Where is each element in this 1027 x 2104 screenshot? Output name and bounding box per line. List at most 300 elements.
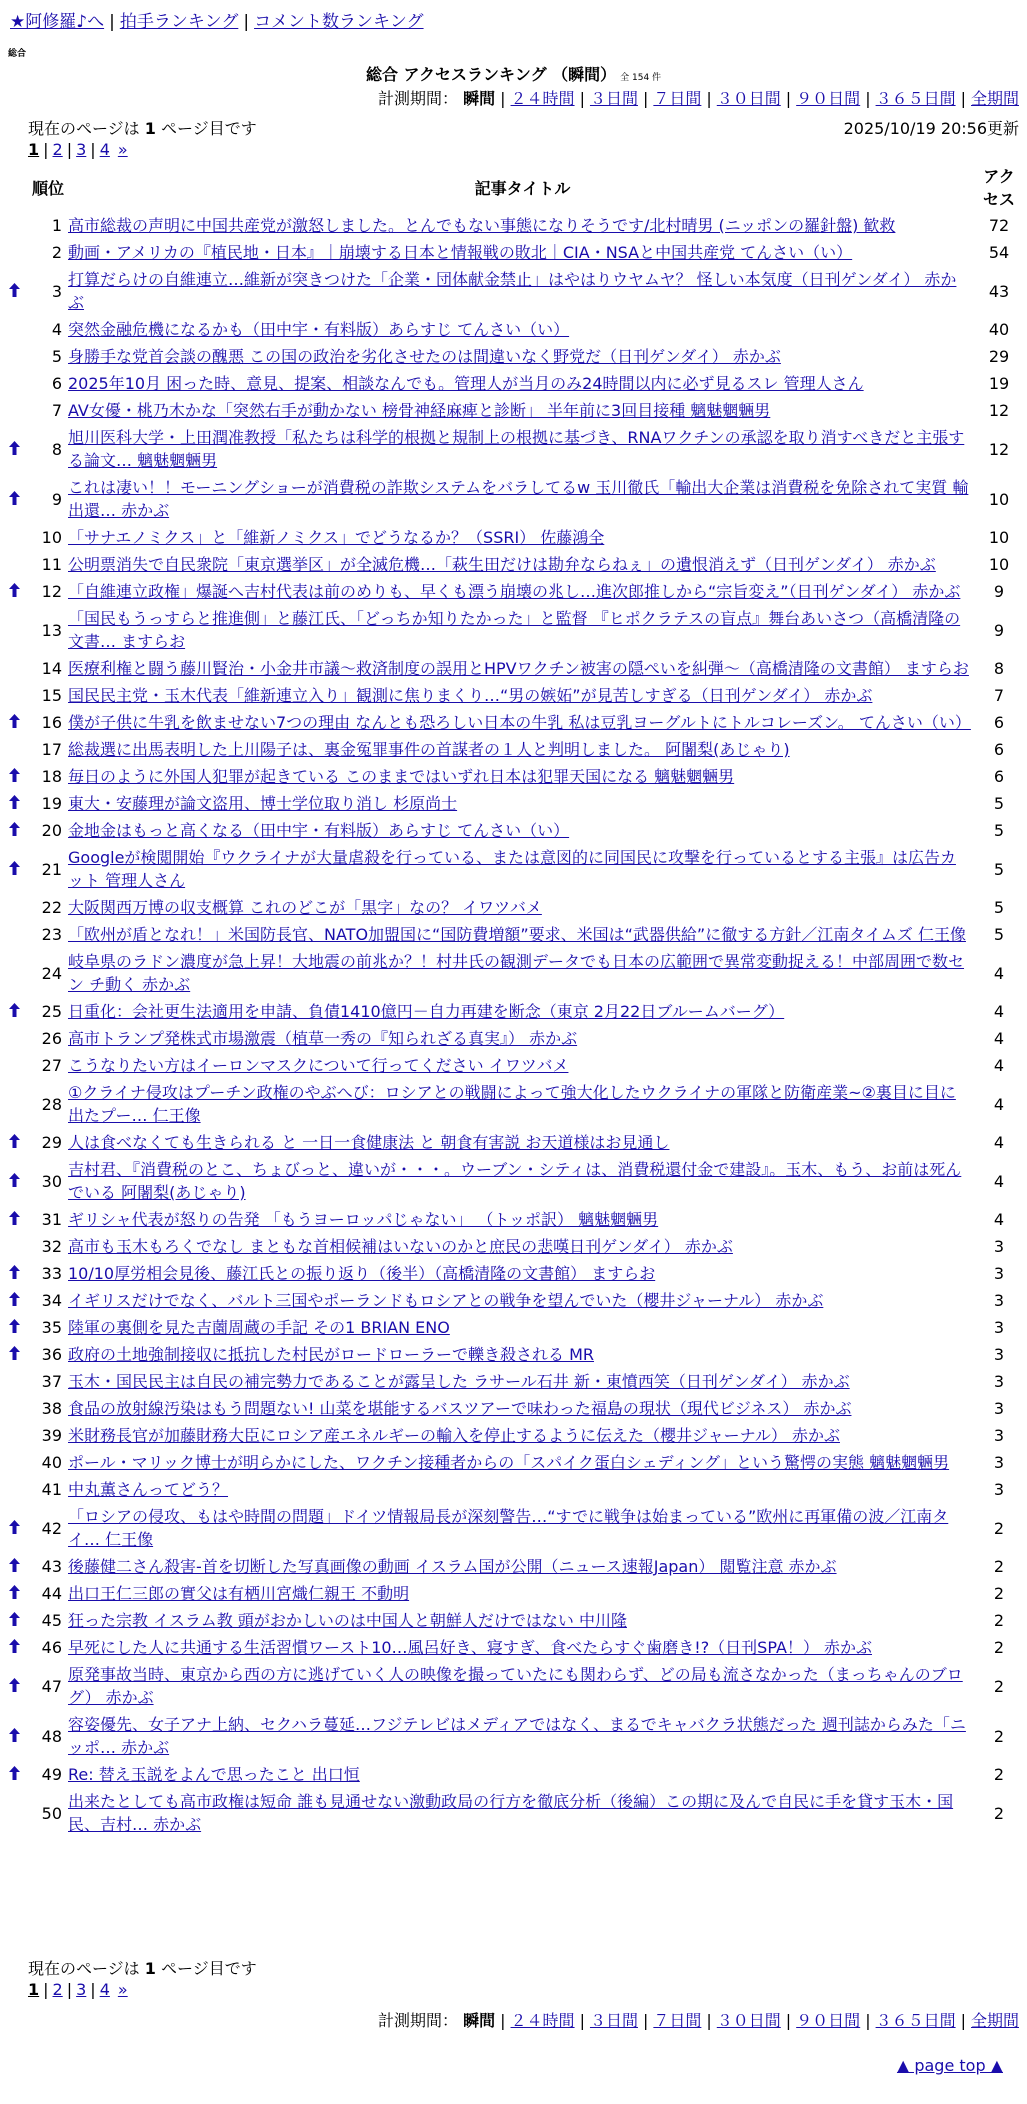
rank-change-cell — [8, 397, 24, 424]
ranking-table — [8, 164, 1019, 1838]
rank-change-cell — [8, 1025, 24, 1052]
period-label: 計測期間： — [378, 89, 459, 108]
rank-number: 16 — [41, 713, 62, 732]
access-count: 2 — [993, 1518, 1005, 1538]
access-count: 5 — [993, 794, 1005, 813]
table-row — [8, 709, 1019, 736]
article-title-cell — [66, 370, 979, 397]
rank-number: 44 — [41, 1584, 62, 1603]
rank-change-cell — [8, 709, 24, 736]
rank-change-cell — [8, 655, 24, 682]
article-title-cell — [66, 424, 979, 474]
category-label: 総合 — [8, 49, 27, 59]
access-count: 10 — [988, 528, 1010, 547]
article-title-link[interactable]: 公明票消失で自民衆院「東京選挙区」が全滅危機…「萩生田だけは勘弁ならねぇ」の遺恨消えず（日刊ゲンダイ） 赤かぶ — [68, 555, 936, 574]
article-title-link[interactable]: 高市も玉木もろくでなし まともな首相候補はいないのかと庶民の悲嘆日刊ゲンダイ） 赤かぶ — [68, 1237, 733, 1256]
rank-up-arrow-icon — [8, 1728, 21, 1742]
rank-number: 27 — [41, 1056, 62, 1075]
pager-page-4[interactable]: 4 — [99, 1980, 110, 1999]
rank-change-cell — [8, 894, 24, 921]
rank-number: 20 — [41, 821, 62, 840]
article-title-link[interactable]: 「ロシアの侵攻、もはや時間の問題」ドイツ情報局長が深刻警告…“すでに戦争は始まっている”欧州に再軍備の波／江南タイ… 仁王像 — [68, 1507, 949, 1549]
access-count: 3 — [993, 1237, 1005, 1256]
article-title-cell — [66, 1761, 979, 1788]
ranking-heading — [0, 62, 1027, 85]
rank-up-arrow-icon — [8, 1766, 21, 1780]
table-row — [8, 1052, 1019, 1079]
access-count: 2 — [993, 1803, 1005, 1823]
article-title-cell — [66, 239, 979, 266]
article-title-link[interactable]: 吉村君、『消費税のとこ、ちょびっと、違いが・・・。ウーブン・シティは、消費税還付金で建設』。玉木、もう、お前は死んでいる 阿闍梨(あじゃり) — [68, 1160, 962, 1202]
page-info-suffix: ページ目です — [161, 1959, 257, 1978]
page-top-link[interactable]: ▲ page top ▲ — [896, 2056, 1003, 2075]
rank-change-cell — [8, 1761, 24, 1788]
article-title-cell — [66, 1449, 979, 1476]
pager-next[interactable]: » — [117, 140, 128, 159]
article-title-cell — [66, 1260, 979, 1287]
rank-change-cell — [8, 316, 24, 343]
period-link-7d[interactable]: ７日間 — [653, 2011, 702, 2030]
rank-change-cell — [8, 1314, 24, 1341]
rank-number: 32 — [41, 1237, 62, 1256]
access-count: 6 — [993, 713, 1005, 732]
article-title-cell — [66, 790, 979, 817]
rank-change-cell — [8, 343, 24, 370]
rank-up-arrow-icon — [8, 583, 21, 597]
article-title-link[interactable]: 高市トランプ発株式市場激震（植草一秀の『知られざる真実』） 赤かぶ — [68, 1029, 578, 1048]
access-count: 3 — [993, 1345, 1005, 1364]
table-row — [8, 682, 1019, 709]
article-title-link[interactable]: イギリスだけでなく、バルト三国やポーランドもロシアとの戦争を望んでいた（櫻井ジャーナル） 赤かぶ — [68, 1291, 824, 1310]
access-count: 2 — [993, 1676, 1005, 1696]
access-count: 8 — [993, 659, 1005, 678]
table-row — [8, 266, 1019, 316]
rank-change-cell — [8, 1476, 24, 1503]
nav-separator: | — [109, 12, 115, 32]
top-nav — [10, 10, 424, 34]
table-row — [8, 1422, 1019, 1449]
rank-change-cell — [8, 790, 24, 817]
table-row — [8, 790, 1019, 817]
table-row — [8, 605, 1019, 655]
article-title-link[interactable]: 毎日のように外国人犯罪が起きている このままではいずれ日本は犯罪天国になる 魑魅魍魎男 — [68, 767, 735, 786]
article-title-link[interactable]: 僕が子供に牛乳を飲ませない7つの理由 なんとも恐ろしい日本の牛乳 私は豆乳ヨーグルトにトルコレーズン。 てんさい（い） — [68, 713, 971, 732]
rank-up-arrow-icon — [8, 1265, 21, 1279]
rank-number: 47 — [41, 1676, 62, 1696]
total-count: 全 154 件 — [620, 73, 662, 83]
rank-number: 3 — [51, 281, 62, 301]
period-link-all[interactable]: 全期間 — [970, 89, 1019, 108]
clap-ranking-link[interactable]: 拍手ランキング — [119, 12, 239, 32]
table-row — [8, 212, 1019, 239]
article-title-link[interactable]: 米財務長官が加藤財務大臣にロシア産エネルギーの輸入を停止するように伝えた（櫻井ジャーナル） 赤かぶ — [68, 1426, 840, 1445]
article-title-link[interactable]: 後藤健二さん殺害-首を切断した写真画像の動画 イスラム国が公開（ニュース速報Japan） 閲覧注意 赤かぶ — [68, 1557, 837, 1576]
article-title-cell — [66, 1206, 979, 1233]
rank-up-arrow-icon — [8, 714, 21, 728]
rank-number: 6 — [51, 374, 62, 393]
home-link[interactable]: ★阿修羅♪へ — [10, 12, 105, 32]
table-row — [8, 1079, 1019, 1129]
rank-up-arrow-icon — [8, 1520, 21, 1534]
rank-change-cell — [8, 1368, 24, 1395]
article-title-cell — [66, 1287, 979, 1314]
article-title-cell — [66, 1233, 979, 1260]
rank-up-arrow-icon — [8, 1678, 21, 1692]
table-row — [8, 524, 1019, 551]
rank-change-cell — [8, 474, 24, 524]
article-title-link[interactable]: ギリシャ代表が怒りの告発 「もうヨーロッパじゃない」 （トッポ訳） 魑魅魍魎男 — [68, 1210, 659, 1229]
rank-change-cell — [8, 1661, 24, 1711]
article-title-link[interactable]: 東大・安藤理が論文盗用、博士学位取り消し 杉原尚士 — [68, 794, 458, 813]
article-title-link[interactable]: 「自維連立政権」爆誕へ吉村代表は前のめりも、早くも漂う崩壊の兆し…進次郎推しから“宗旨変え”（日刊ゲンダイ） 赤かぶ — [68, 582, 961, 601]
rank-up-arrow-icon — [8, 283, 21, 297]
rank-change-cell — [8, 424, 24, 474]
article-title-cell — [66, 1661, 979, 1711]
article-title-link[interactable]: 容姿優先、女子アナ上納、セクハラ蔓延…フジテレビはメディアではなく、まるでキャバクラ状態だった 週刊誌からみた「ニッポ… 赤かぶ — [68, 1715, 966, 1757]
rank-number: 12 — [41, 582, 62, 601]
table-row — [8, 1233, 1019, 1260]
rank-number: 31 — [41, 1210, 62, 1229]
rank-up-arrow-icon — [8, 1319, 21, 1333]
rank-up-arrow-icon — [8, 1612, 21, 1626]
article-title-link[interactable]: 「欧州が盾となれ！」米国防長官、NATO加盟国に“国防費増額”要求、米国は“武器供給”に徹する方針／江南タイムズ 仁王像 — [68, 925, 966, 944]
period-link-7d[interactable]: ７日間 — [653, 89, 702, 108]
article-title-cell — [66, 316, 979, 343]
table-row — [8, 1607, 1019, 1634]
rank-change-cell — [8, 1788, 24, 1838]
access-count: 3 — [993, 1264, 1005, 1283]
period-link-365d[interactable]: ３６５日間 — [875, 89, 956, 108]
access-count: 4 — [993, 1133, 1005, 1152]
rank-number: 15 — [41, 686, 62, 705]
rank-change-cell — [8, 1129, 24, 1156]
article-title-link[interactable]: 総裁選に出馬表明した上川陽子は、裏金冤罪事件の首謀者の１人と判明しました。 阿闍梨(あじゃり) — [68, 740, 790, 759]
article-title-cell — [66, 1503, 979, 1553]
access-count: 3 — [993, 1426, 1005, 1445]
article-title-cell — [66, 948, 979, 998]
rank-number: 11 — [41, 555, 62, 574]
rank-up-arrow-icon — [8, 795, 21, 809]
table-row — [8, 1314, 1019, 1341]
rank-up-arrow-icon — [8, 1558, 21, 1572]
article-title-cell — [66, 682, 979, 709]
table-row — [8, 1476, 1019, 1503]
header-title: 記事タイトル — [474, 178, 571, 198]
rank-change-cell — [8, 1553, 24, 1580]
table-row — [8, 763, 1019, 790]
table-row — [8, 578, 1019, 605]
rank-change-cell — [8, 524, 24, 551]
article-title-cell — [66, 1129, 979, 1156]
access-count: 4 — [993, 1094, 1005, 1114]
article-title-cell — [66, 655, 979, 682]
rank-number: 21 — [41, 859, 62, 879]
article-title-link[interactable]: 出口王仁三郎の實父は有栖川宮熾仁親王 不動明 — [68, 1584, 410, 1603]
article-title-link[interactable]: 10/10厚労相会見後、藤江氏との振り返り（後半）（高橋清隆の文書館） ますらお — [68, 1264, 656, 1283]
article-title-link[interactable]: 金地金はもっと高くなる（田中宇・有料版）あらすじ てんさい（い） — [68, 821, 570, 840]
article-title-cell — [66, 605, 979, 655]
pager-page-3[interactable]: 3 — [76, 140, 87, 159]
rank-up-arrow-icon — [8, 1173, 21, 1187]
table-row — [8, 1761, 1019, 1788]
article-title-link[interactable]: 狂った宗教 イスラム教 頭がおかしいのは中国人と朝鮮人だけではない 中川隆 — [68, 1611, 627, 1630]
pager-next[interactable]: » — [117, 1980, 128, 1999]
rank-change-cell — [8, 682, 24, 709]
table-row — [8, 998, 1019, 1025]
rank-up-arrow-icon — [8, 861, 21, 875]
article-title-cell — [66, 578, 979, 605]
article-title-link[interactable]: 「サナエノミクス」と「維新ノミクス」でどうなるか？（SSRI） 佐藤鴻全 — [68, 528, 605, 547]
access-count: 9 — [993, 582, 1005, 601]
table-row — [8, 1025, 1019, 1052]
access-count: 4 — [993, 1210, 1005, 1229]
rank-number: 26 — [41, 1029, 62, 1048]
article-title-link[interactable]: 高市総裁の声明に中国共産党が激怒しました。とんでもない事態になりそうです/北村晴男 (ニッポンの羅針盤) 歓救 — [68, 216, 896, 235]
table-row — [8, 474, 1019, 524]
article-title-cell — [66, 1607, 979, 1634]
access-count: 72 — [988, 216, 1010, 235]
article-title-cell — [66, 212, 979, 239]
table-row — [8, 1503, 1019, 1553]
article-title-cell — [66, 709, 979, 736]
access-count: 4 — [993, 963, 1005, 983]
period-link-365d[interactable]: ３６５日間 — [875, 2011, 956, 2030]
article-title-link[interactable]: 中丸薫さんってどう？ — [68, 1480, 229, 1499]
article-title-link[interactable]: ポール・マリック博士が明らかにした、ワクチン接種者からの「スパイク蛋白シェディング」という驚愕の実態 魑魅魍魎男 — [68, 1453, 950, 1472]
table-row — [8, 1634, 1019, 1661]
rank-number: 39 — [41, 1426, 62, 1445]
article-title-cell — [66, 1476, 979, 1503]
rank-change-cell — [8, 763, 24, 790]
page-info-prefix: 現在のページは — [28, 1959, 140, 1978]
rank-number: 37 — [41, 1372, 62, 1391]
access-count: 2 — [993, 1557, 1005, 1576]
page-info-bottom — [28, 1956, 257, 1979]
pager-current: 1 — [28, 140, 40, 159]
period-link-30d[interactable]: ３０日間 — [716, 89, 781, 108]
article-title-link[interactable]: 打算だらけの自維連立…維新が突きつけた「企業・団体献金禁止」はやはりウヤムヤ？ 怪しい本気度（日刊ゲンダイ） 赤かぶ — [68, 270, 957, 312]
rank-number: 7 — [51, 401, 62, 420]
access-count: 7 — [993, 686, 1005, 705]
rank-change-cell — [8, 1233, 24, 1260]
pager-page-4[interactable]: 4 — [99, 140, 110, 159]
article-title-cell — [66, 397, 979, 424]
article-title-link[interactable]: Re: 替え玉説をよんで思ったこと 出口恒 — [68, 1765, 360, 1784]
access-count: 3 — [993, 1372, 1005, 1391]
rank-number: 10 — [41, 528, 62, 547]
pager-page-3[interactable]: 3 — [76, 1980, 87, 1999]
header-rank: 順位 — [31, 178, 64, 198]
table-row — [8, 736, 1019, 763]
rank-up-arrow-icon — [8, 822, 21, 836]
rank-up-arrow-icon — [8, 1639, 21, 1653]
article-title-link[interactable]: AV女優・桃乃木かな「突然右手が動かない 榜骨神経麻痺と診断」 半年前に3回目接種 魑魅魍魎男 — [68, 401, 771, 420]
article-title-link[interactable]: 国民民主党・玉木代表「維新連立入り」観測に焦りまくり…“男の嫉妬”が見苦しすぎる（日刊ゲンダイ） 赤かぶ — [68, 686, 873, 705]
access-count: 10 — [988, 489, 1010, 509]
article-title-link[interactable]: 日重化：会社更生法適用を申請、負債1410億円－自力再建を断念（東京 2月22日ブルームバーグ） — [68, 1002, 785, 1021]
period-link-3d[interactable]: ３日間 — [589, 2011, 638, 2030]
period-link-all[interactable]: 全期間 — [970, 2011, 1019, 2030]
period-link-90d[interactable]: ９０日間 — [796, 2011, 861, 2030]
article-title-cell — [66, 894, 979, 921]
rank-change-cell — [8, 817, 24, 844]
article-title-cell — [66, 1341, 979, 1368]
period-link-24h[interactable]: ２４時間 — [510, 2011, 575, 2030]
rank-change-cell — [8, 1206, 24, 1233]
article-title-link[interactable]: 突然金融危機になるかも（田中宇・有料版）あらすじ てんさい（い） — [68, 320, 570, 339]
access-count: 4 — [993, 1029, 1005, 1048]
rank-number: 29 — [41, 1133, 62, 1152]
table-row — [8, 1711, 1019, 1761]
access-count: 3 — [993, 1399, 1005, 1418]
article-title-link[interactable]: 玉木・国民民主は自民の補完勢力であることが露呈した ラサール石井 新・東憤西笑（日刊ゲンダイ） 赤かぶ — [68, 1372, 850, 1391]
ranking-body — [8, 212, 1019, 1838]
rank-number: 23 — [41, 925, 62, 944]
article-title-cell — [66, 1079, 979, 1129]
article-title-cell — [66, 1156, 979, 1206]
period-link-24h[interactable]: ２４時間 — [510, 89, 575, 108]
article-title-link[interactable]: 大阪関西万博の収支概算 これのどこが「黒字」なの？ イワツバメ — [68, 898, 542, 917]
access-count: 2 — [993, 1638, 1005, 1657]
ranking-title: 総合 アクセスランキング （瞬間） — [365, 65, 617, 84]
access-count: 5 — [993, 859, 1005, 879]
table-row — [8, 921, 1019, 948]
access-count: 43 — [988, 281, 1010, 301]
rank-change-cell — [8, 1503, 24, 1553]
access-count: 3 — [993, 1453, 1005, 1472]
table-row — [8, 894, 1019, 921]
period-bar-bottom: 計測期間： 瞬間 | ２４時間 | ３日間 | ７日間 | ３０日間 | ９０日間 | ３６５日間 | 全期間 — [378, 2011, 1019, 2030]
article-title-link[interactable]: 出来たとしても高市政権は短命 誰も見通せない激動政局の行方を徹底分析（後編）この期に及んで自民に手を貸す玉木・国民、吉村… 赤かぶ — [68, 1792, 954, 1834]
rank-number: 19 — [41, 794, 62, 813]
article-title-cell — [66, 1711, 979, 1761]
rank-change-cell — [8, 1260, 24, 1287]
rank-number: 45 — [41, 1611, 62, 1630]
article-title-link[interactable]: 政府の土地強制接収に抵抗した村民がロードローラーで轢き殺される MR — [68, 1345, 595, 1364]
access-count: 6 — [993, 740, 1005, 759]
rank-up-arrow-icon — [8, 491, 21, 505]
rank-number: 42 — [41, 1518, 62, 1538]
table-row — [8, 1287, 1019, 1314]
table-row — [8, 1129, 1019, 1156]
updated-timestamp: 2025/10/19 20:56更新 — [843, 119, 1019, 138]
rank-up-arrow-icon — [8, 1003, 21, 1017]
rank-change-cell — [8, 844, 24, 894]
pager-page-2[interactable]: 2 — [52, 1980, 63, 1999]
rank-number: 14 — [41, 659, 62, 678]
rank-number: 41 — [41, 1480, 62, 1499]
table-row — [8, 1206, 1019, 1233]
rank-number: 9 — [51, 489, 62, 509]
access-count: 5 — [993, 925, 1005, 944]
article-title-link[interactable]: これは凄い！！モーニングショーが消費税の詐欺システムをバラしてるw 玉川徹氏「輸出大企業は消費税を免除されて実質 輸出還… 赤かぶ — [68, 478, 969, 520]
article-title-link[interactable]: Googleが検閲開始『ウクライナが大量虐殺を行っている、または意図的に同国民に攻撃を行っているとする主張』は広告カット 管理人さん — [68, 848, 956, 890]
access-count: 4 — [993, 1171, 1005, 1191]
rank-number: 50 — [41, 1803, 62, 1823]
access-count: 2 — [993, 1726, 1005, 1746]
table-row — [8, 948, 1019, 998]
rank-up-arrow-icon — [8, 1134, 21, 1148]
rank-change-cell — [8, 1634, 24, 1661]
period-link-30d[interactable]: ３０日間 — [716, 2011, 781, 2030]
rank-change-cell — [8, 921, 24, 948]
article-title-link[interactable]: 身勝手な党首会談の醜悪 この国の政治を劣化させたのは間違いなく野党だ（日刊ゲンダイ） 赤かぶ — [68, 347, 781, 366]
rank-number: 2 — [51, 243, 62, 262]
access-count: 4 — [993, 1056, 1005, 1075]
article-title-link[interactable]: こうなりたい方はイーロンマスクについて行ってください イワツバメ — [68, 1056, 569, 1075]
article-title-link[interactable]: 2025年10月 困った時、意見、提案、相談なんでも。管理人が当月のみ24時間以内に必ず見るスレ 管理人さん — [68, 374, 864, 393]
article-title-link[interactable]: 人は食べなくても生きられる と 一日一食健康法 と 朝食有害説 お天道様はお見通し — [68, 1133, 670, 1152]
rank-change-cell — [8, 1711, 24, 1761]
access-count: 3 — [993, 1291, 1005, 1310]
pager-page-2[interactable]: 2 — [52, 140, 63, 159]
article-title-cell — [66, 844, 979, 894]
rank-number: 43 — [41, 1557, 62, 1576]
article-title-cell — [66, 1580, 979, 1607]
rank-change-cell — [8, 551, 24, 578]
access-count: 5 — [993, 898, 1005, 917]
rank-number: 46 — [41, 1638, 62, 1657]
article-title-link[interactable]: 陸軍の裏側を見た吉薗周蔵の手記 その1 BRIAN ENO — [68, 1318, 450, 1337]
access-count: 10 — [988, 555, 1010, 574]
rank-number: 34 — [41, 1291, 62, 1310]
period-link-90d[interactable]: ９０日間 — [796, 89, 861, 108]
period-link-3d[interactable]: ３日間 — [589, 89, 638, 108]
article-title-link[interactable]: 早死にした人に共通する生活習慣ワースト10…風呂好き、寝すぎ、食べたらすぐ歯磨き!?（日刊SPA！） 赤かぶ — [68, 1638, 872, 1657]
rank-number: 5 — [51, 347, 62, 366]
table-row — [8, 1341, 1019, 1368]
article-title-link[interactable]: ①クライナ侵攻はプーチン政権のやぶへび：ロシアとの戦闘によって強大化したウクライナの軍隊と防衛産業~②裏目に目に出たプー… 仁王像 — [68, 1083, 956, 1125]
access-count: 3 — [993, 1480, 1005, 1499]
article-title-link[interactable]: 原発事故当時、東京から西の方に逃げていく人の映像を撮っていたにも関わらず、どの局も流さなかった（まっちゃんのブログ） 赤かぶ — [68, 1665, 963, 1707]
rank-change-cell — [8, 266, 24, 316]
page-info-suffix: ページ目です — [161, 119, 257, 138]
table-row — [8, 1395, 1019, 1422]
article-title-link[interactable]: 医療利権と闘う藤川賢治・小金井市議～救済制度の誤用とHPVワクチン被害の隠ぺいを糾弾～（高橋清隆の文書館） ますらお — [68, 659, 969, 678]
access-count: 29 — [988, 347, 1010, 366]
article-title-link[interactable]: 岐阜県のラドン濃度が急上昇！大地震の前兆か？！村井氏の観測データでも日本の広範囲で異常変動捉える！中部周囲で数セン チ動く 赤かぶ — [68, 952, 965, 994]
article-title-cell — [66, 551, 979, 578]
article-title-cell — [66, 1634, 979, 1661]
article-title-cell — [66, 474, 979, 524]
rank-number: 28 — [41, 1094, 62, 1114]
access-count: 19 — [988, 374, 1010, 393]
article-title-link[interactable]: 食品の放射線汚染はもう問題ない! 山菜を堪能するバスツアーで味わった福島の現状（現代ビジネス） 赤かぶ — [68, 1399, 852, 1418]
rank-change-cell — [8, 239, 24, 266]
rank-up-arrow-icon — [8, 441, 21, 455]
table-header-row — [8, 164, 1019, 212]
rank-number: 18 — [41, 767, 62, 786]
article-title-link[interactable]: 「国民もうっすらと推進側」と藤江氏、「どっちか知りたかった」と監督 『ヒポクラテスの盲点』舞台あいさつ（高橋清隆の文書… ますらお — [68, 609, 961, 651]
article-title-link[interactable]: 旭川医科大学・上田潤准教授「私たちは科学的根拠と規制上の根拠に基づき、RNAワクチンの承認を取り消すべきだと主張する論文… 魑魅魍魎男 — [68, 428, 965, 470]
rank-number: 36 — [41, 1345, 62, 1364]
table-row — [8, 1368, 1019, 1395]
comment-ranking-link[interactable]: コメント数ランキング — [254, 12, 424, 32]
table-row — [8, 551, 1019, 578]
period-current: 瞬間 — [463, 89, 496, 108]
access-count: 3 — [993, 1318, 1005, 1337]
rank-number: 8 — [51, 439, 62, 459]
table-row — [8, 1788, 1019, 1838]
access-count: 2 — [993, 1584, 1005, 1603]
table-row — [8, 1553, 1019, 1580]
article-title-link[interactable]: 動画・アメリカの『植民地・日本』｜崩壊する日本と情報戦の敗北｜CIA・NSAと中国共産党 てんさい（い） — [68, 243, 853, 262]
rank-number: 33 — [41, 1264, 62, 1283]
rank-up-arrow-icon — [8, 1346, 21, 1360]
rank-change-cell — [8, 212, 24, 239]
table-row — [8, 1156, 1019, 1206]
rank-number: 48 — [41, 1726, 62, 1746]
